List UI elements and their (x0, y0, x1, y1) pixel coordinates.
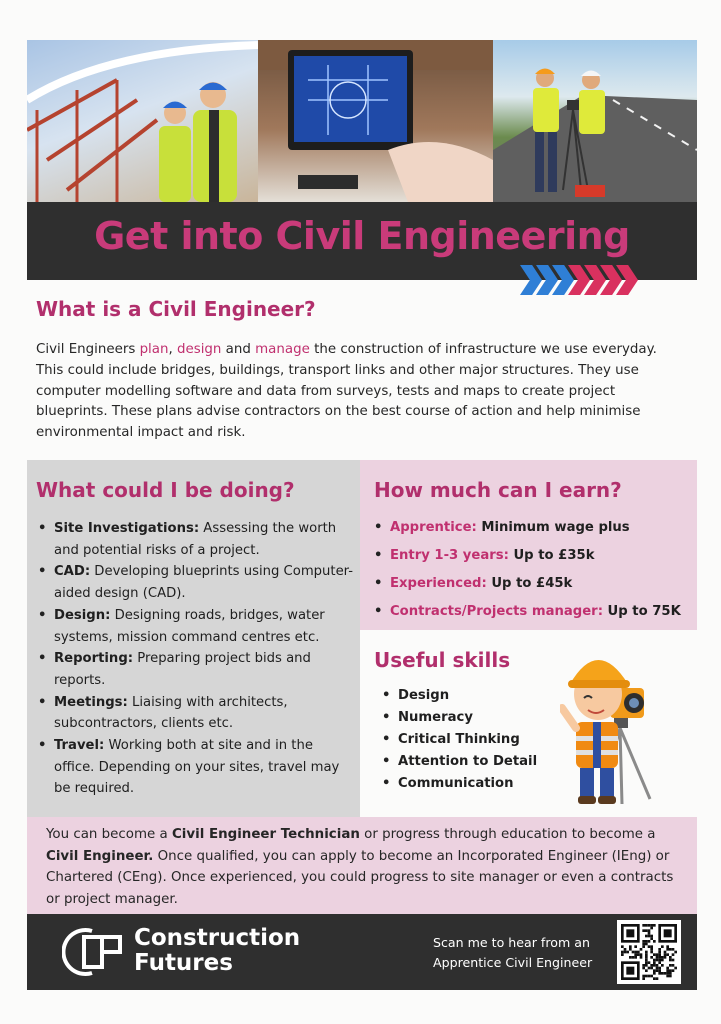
doing-text: Developing blueprints using Computer-aided design (CAD). (54, 564, 354, 602)
earn-level: Entry 1-3 years: (390, 548, 509, 563)
intro-highlight-manage: manage (255, 342, 310, 357)
header-photo-strip (27, 40, 697, 202)
doing-term: Travel: (54, 738, 105, 754)
intro-text-start: Civil Engineers (36, 342, 140, 357)
intro-separator: and (221, 342, 256, 357)
earn-heading: How much can I earn? (374, 478, 622, 502)
list-item: • Numeracy (380, 707, 580, 729)
doing-term: Design: (54, 607, 111, 623)
list-item: • Attention to Detail (380, 751, 580, 773)
earn-pay: Up to £45k (486, 576, 573, 591)
brand-line-2: Futures (134, 950, 233, 976)
list-item (372, 598, 694, 626)
intro-highlight-plan: plan (139, 342, 169, 357)
photo-engineers-on-site (27, 40, 258, 202)
list-item (36, 561, 354, 604)
list-item (36, 692, 354, 735)
brand-line-1: Construction (134, 925, 301, 951)
list-item (36, 648, 354, 691)
list-item (36, 518, 354, 561)
construction-futures-logo-icon (62, 925, 124, 979)
doing-term: Meetings: (54, 694, 128, 710)
list-item (36, 605, 354, 648)
earn-list (372, 514, 694, 626)
progression-paragraph (46, 824, 686, 910)
engineer-illustration (560, 636, 672, 806)
list-item: • Critical Thinking (380, 729, 580, 751)
progression-text: You can become a (46, 827, 172, 842)
intro-paragraph (36, 340, 686, 444)
photo-surveyors-road (493, 40, 697, 202)
earn-level: Contracts/Projects manager: (390, 604, 603, 619)
progression-text: Once qualified, you can apply to become an Incorporated Engineer (IEng) or Chartered (CEng). Once experienced, you could progress to site manager or even a contracts or project manager. (46, 848, 674, 907)
doing-text: Preparing project bids and reports. (54, 651, 311, 688)
doing-heading: What could I be doing? (36, 478, 295, 502)
list-item: • Design (380, 685, 580, 707)
brand-name (134, 926, 300, 976)
list-item (372, 542, 694, 570)
doing-term: CAD: (54, 564, 91, 580)
qr-code-icon (621, 924, 677, 980)
progression-text: or progress through education to become a (359, 827, 656, 842)
chevron-icon (520, 265, 542, 295)
doing-text: Assessing the worth and potential risks of a project. (54, 521, 337, 558)
doing-list (36, 518, 354, 800)
list-item (372, 570, 694, 598)
list-item: • Communication (380, 773, 580, 795)
list-item (372, 514, 694, 542)
intro-text-rest: the construction of infrastructure we use everyday. This could include bridges, buildings, transport links and other major structures. They use computer modelling software and data from surveys, tests and maps to create project blueprints. These plans advise contractors on the best course of action and help minimise environmental impact and risk. (36, 342, 657, 441)
doing-text: Working both at site and in the office. Depending on your sites, travel may be required. (54, 738, 340, 797)
skills-list (380, 685, 580, 795)
doing-text: Designing roads, bridges, water systems, mission command centres etc. (54, 607, 325, 645)
doing-text: Liaising with architects, subcontractors, clients etc. (54, 694, 288, 732)
doing-term: Site Investigations: (54, 521, 200, 536)
earn-level: Experienced: (390, 576, 487, 591)
list-item (36, 735, 354, 800)
earn-pay: Up to £35k (508, 548, 595, 563)
qr-code[interactable] (617, 920, 681, 984)
intro-highlight-design: design (177, 342, 222, 357)
progression-bold: Civil Engineer Technician (171, 827, 360, 842)
scan-prompt: Scan me to hear from an Apprentice Civil Engineer (433, 935, 593, 970)
skills-heading: Useful skills (374, 648, 511, 672)
intro-separator: , (168, 342, 177, 357)
earn-level: Apprentice: (390, 520, 477, 535)
progression-bold: Civil Engineer. (46, 848, 154, 864)
chevron-decoration (520, 265, 632, 295)
intro-heading: What is a Civil Engineer? (36, 297, 316, 321)
photo-cad-monitor (258, 40, 493, 202)
earn-pay: Up to 75K (602, 604, 681, 619)
page-title: Get into Civil Engineering (94, 214, 630, 258)
doing-term: Reporting: (54, 651, 134, 667)
earn-pay: Minimum wage plus (476, 520, 630, 535)
